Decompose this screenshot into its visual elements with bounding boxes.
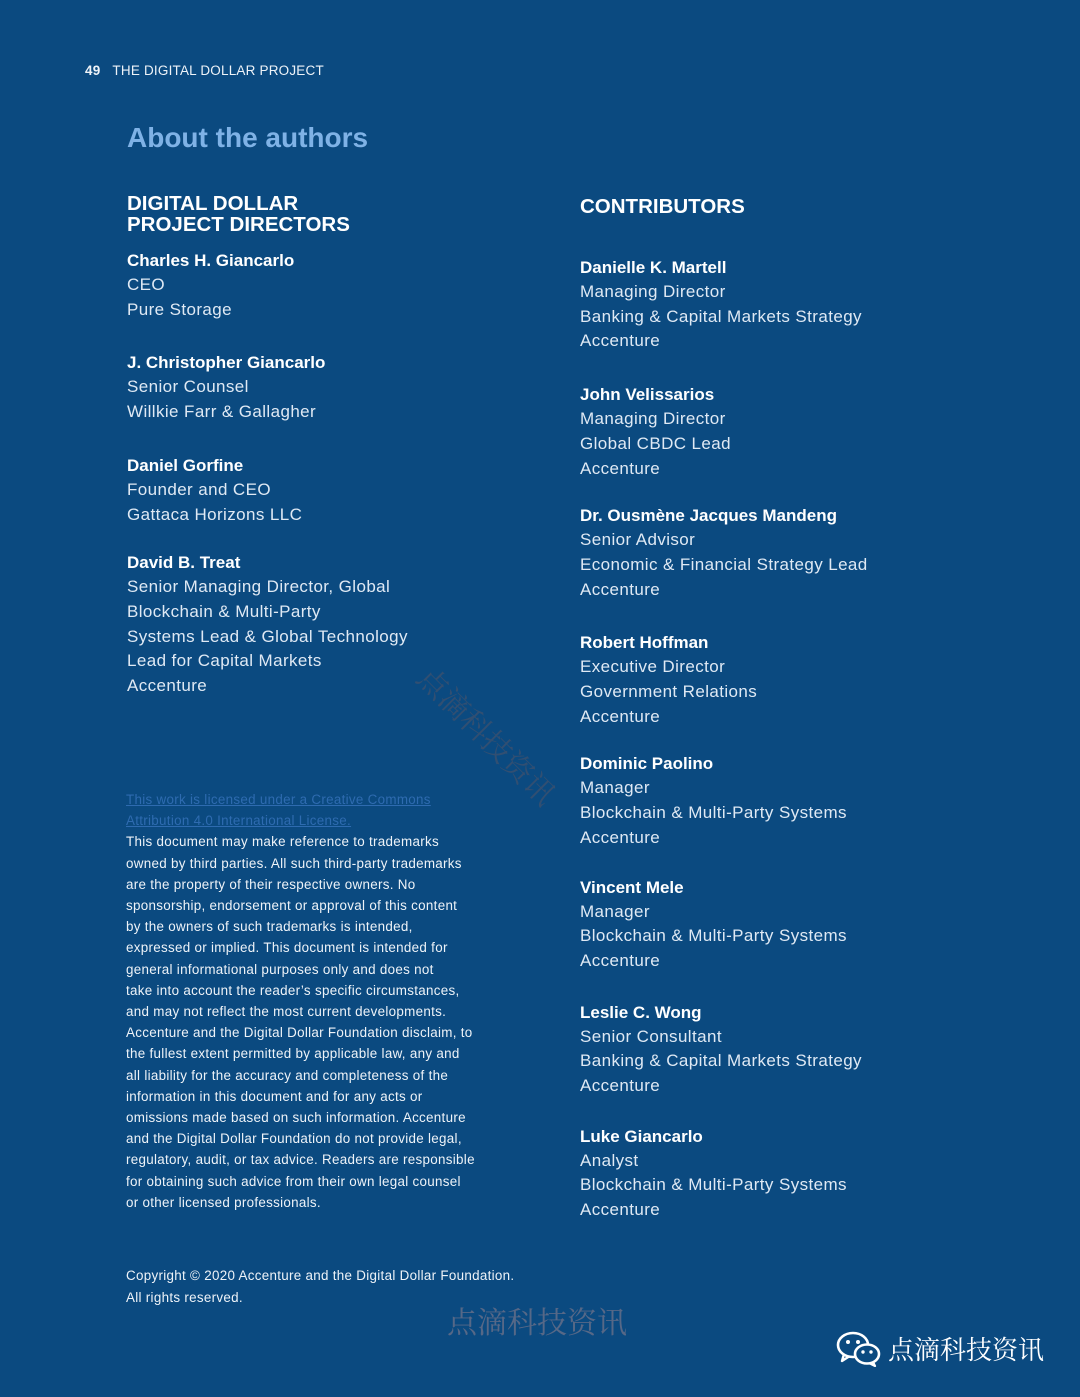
directors-column [127,193,567,699]
diagonal-watermark: 点滴科技资讯 [409,660,562,813]
license-link[interactable]: This work is licensed under a Creative Commons [126,792,431,807]
person-name: Charles H. Giancarlo [127,251,295,270]
person-detail: Blockchain & Multi-Party Systems [580,926,847,946]
person-detail: Accenture [580,827,661,847]
person-name: Robert Hoffman [580,633,709,653]
contributor-entry [580,1124,1020,1223]
person-detail: Gattaca Horizons LLC [127,504,303,524]
person-detail: CEO [127,275,166,294]
person-detail: Manager [580,778,650,798]
disclaimer-line: sponsorship, endorsement or approval of this content [126,898,458,914]
person-name: Vincent Mele [580,877,684,897]
copyright-line: Copyright © 2020 Accenture and the Digital Dollar Foundation. [126,1268,515,1283]
person-name: John Velissarios [580,385,715,405]
person-detail: Global CBDC Lead [580,433,731,453]
person-detail: Founder and CEO [127,479,271,499]
person-detail: Accenture [580,1076,661,1096]
director-entry [127,248,567,322]
person-detail: Senior Managing Director, Global [127,577,391,597]
person-detail: Senior Consultant [580,1026,722,1046]
disclaimer-line: for obtaining such advice from their own legal counsel [126,1173,461,1189]
person-name: David B. Treat [127,553,241,573]
disclaimer-line: or other licensed professionals. [126,1194,321,1210]
document-title: THE DIGITAL DOLLAR PROJECT [112,63,324,78]
disclaimer-line: omissions made based on such information. Accenture [126,1110,466,1126]
contributor-entry [580,630,1020,729]
disclaimer-line: by the owners of such trademarks is intended, [126,919,413,935]
contributors-column [580,196,1020,1223]
bottom-watermark: 点滴科技资讯 [447,1306,627,1341]
person-detail: Blockchain & Multi-Party Systems [580,1175,847,1195]
person-detail: Blockchain & Multi-Party [127,601,321,621]
disclaimer-line: owned by third parties. All such third-party trademarks [126,855,462,871]
person-detail: Senior Advisor [580,530,696,550]
contributor-entry [580,751,1020,850]
person-detail: Senior Counsel [127,377,249,397]
disclaimer-line: the fullest extent permitted by applicable law, any and [126,1046,460,1062]
copyright-line: All rights reserved. [126,1290,243,1305]
contributor-entry [580,1000,1020,1099]
person-detail: Lead for Capital Markets [127,651,322,671]
contributor-entry [580,503,1020,602]
legal-notice [126,789,516,1213]
disclaimer-line: all liability for the accuracy and completeness of the [126,1067,449,1083]
person-detail: Managing Director [580,409,726,429]
person-detail: Analyst [580,1150,639,1170]
disclaimer-line: expressed or implied. This document is intended for [126,940,448,956]
person-detail: Systems Lead & Global Technology [127,626,408,646]
person-name: Dominic Paolino [580,754,714,774]
person-name: Daniel Gorfine [127,455,244,475]
person-detail: Managing Director [580,282,726,301]
person-detail: Economic & Financial Strategy Lead [580,554,868,574]
contributor-entry [580,875,1020,974]
person-name: Luke Giancarlo [580,1126,703,1146]
page-title: About the authors [127,122,369,153]
person-name: Danielle K. Martell [580,258,727,277]
person-detail: Accenture [580,331,661,351]
brand-watermark-text: 点滴科技资讯 [888,1335,1045,1365]
disclaimer-line: are the property of their respective owners. No [126,876,416,892]
director-entry [127,550,567,699]
person-detail: Accenture [580,1200,661,1220]
person-detail: Pure Storage [127,299,232,319]
person-detail: Accenture [580,579,661,599]
person-name: J. Christopher Giancarlo [127,353,326,373]
person-detail: Accenture [580,950,661,970]
person-detail: Accenture [580,458,661,478]
person-detail: Accenture [127,676,208,696]
disclaimer-line: take into account the reader’s specific circumstances, [126,982,460,998]
person-name: Leslie C. Wong [580,1002,702,1022]
wechat-icon [836,1331,882,1367]
contributor-entry [580,255,1020,354]
person-name: Dr. Ousmène Jacques Mandeng [580,506,837,526]
person-detail: Banking & Capital Markets Strategy [580,306,862,326]
person-detail: Banking & Capital Markets Strategy [580,1051,862,1071]
director-entry [127,453,567,527]
person-detail: Blockchain & Multi-Party Systems [580,803,847,823]
directors-heading: DIGITAL DOLLAR PROJECT DIRECTORS [127,192,350,236]
person-detail: Government Relations [580,682,758,702]
person-detail: Executive Director [580,657,726,677]
contributor-entry [580,382,1020,481]
disclaimer-line: regulatory, audit, or tax advice. Readers are responsible [126,1152,475,1168]
page-header [85,63,324,78]
disclaimer-line: This document may make reference to trademarks [126,834,439,850]
contributors-heading: CONTRIBUTORS [580,195,745,218]
disclaimer-line: Accenture and the Digital Dollar Foundation disclaim, to [126,1025,473,1041]
brand-watermark [836,1330,1044,1367]
license-link[interactable]: Attribution 4.0 International License. [126,813,352,829]
disclaimer-line: and the Digital Dollar Foundation do not provide legal, [126,1131,462,1147]
director-entry [127,350,567,424]
person-detail: Manager [580,901,650,921]
disclaimer-line: information in this document and for any acts or [126,1088,423,1104]
disclaimer-line: and may not reflect the most current developments. [126,1004,447,1020]
person-detail: Accenture [580,706,661,726]
page-number: 49 [85,63,101,78]
person-detail: Willkie Farr & Gallagher [127,402,317,422]
disclaimer-line: general informational purposes only and does not [126,961,434,977]
